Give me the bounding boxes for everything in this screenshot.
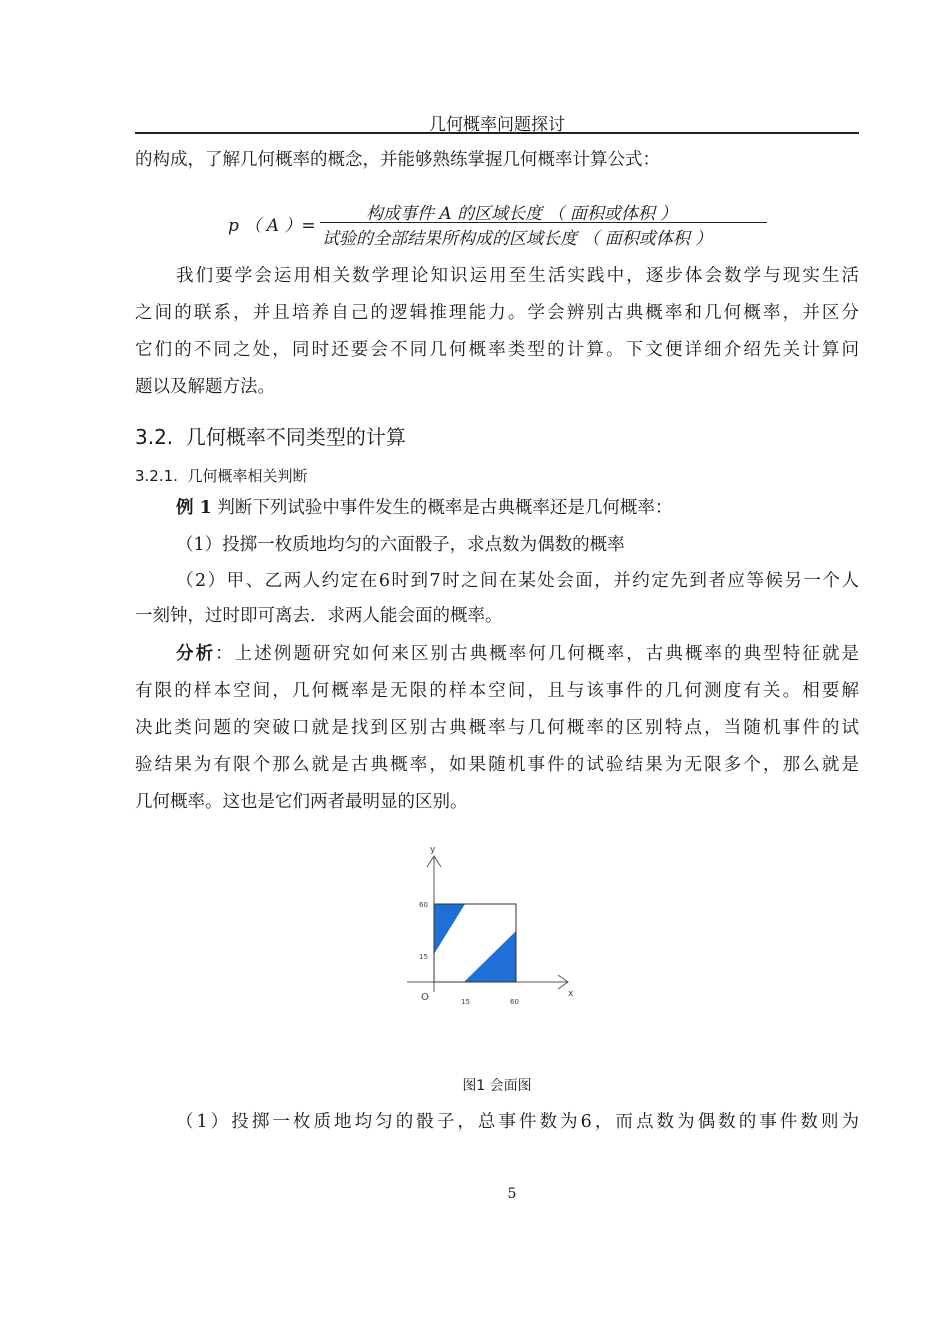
formula-denominator: 试验的全部结果所构成的区域长度 （ 面积或体积 ）	[322, 229, 713, 249]
analysis-line: 决此类问题的突破口就是找到区别古典概率与几何概率的区别特点，当随机事件的试	[135, 718, 859, 738]
running-header: 几何概率问题探讨	[429, 115, 565, 135]
y-tick-label: 60	[419, 901, 428, 909]
fraction-bar	[320, 222, 767, 223]
y-axis-label: y	[430, 845, 436, 855]
x-tick-label: 15	[461, 998, 470, 1006]
page-number: 5	[507, 1186, 517, 1202]
analysis-line: 验结果为有限个那么就是古典概率，如果随机事件的试验结果为无限多个，那么就是	[135, 755, 859, 775]
subsection-title: 几何概率相关判断	[187, 467, 308, 485]
shaded-region-lower	[464, 931, 516, 982]
example-text: 判断下列试验中事件发生的概率是古典概率还是几何概率：	[217, 498, 673, 518]
example-line	[176, 494, 859, 519]
example-label: 例 1	[176, 498, 212, 518]
analysis-label: 分析	[176, 644, 216, 664]
example-item-2: （2）甲、乙两人约定在6时到7时之间在某处会面，并约定先到者应等候另一个人	[176, 571, 859, 591]
paragraph-line: 我们要学会运用相关数学理论知识运用至生活实践中，逐步体会数学与现实生活	[176, 266, 859, 286]
intro-line: 的构成，了解几何概率的概念，并能够熟练掌握几何概率计算公式：	[135, 150, 660, 170]
y-tick-label: 15	[419, 953, 428, 961]
header-rule	[135, 132, 859, 134]
origin-label: O	[421, 992, 429, 1003]
analysis-line	[176, 640, 859, 665]
example-item-2-cont: 一刻钟，过时即可离去．求两人能会面的概率。	[135, 606, 503, 626]
paragraph-line: 之间的联系，并且培养自己的逻辑推理能力。学会辨别古典概率和几何概率，并区分	[135, 303, 859, 323]
body-line: （1）投掷一枚质地均匀的骰子，总事件数为6，而点数为偶数的事件数则为	[176, 1112, 859, 1132]
subsection-number: 3.2.1.	[135, 467, 178, 485]
example-item-1: （1）投掷一枚质地均匀的六面骰子，求点数为偶数的概率	[176, 535, 625, 555]
figure-caption: 图1 会面图	[462, 1078, 532, 1094]
analysis-line: 几何概率。这也是它们两者最明显的区别。	[135, 792, 468, 812]
x-tick-label: 60	[510, 998, 519, 1006]
section-heading	[135, 421, 859, 450]
section-number: 3.2.	[135, 425, 174, 449]
paragraph-line: 它们的不同之处，同时还要会不同几何概率类型的计算。下文便详细介绍先关计算问	[135, 340, 859, 360]
analysis-colon: ：	[215, 644, 235, 664]
analysis-text: 上述例题研究如何来区别古典概率何几何概率，古典概率的典型特征就是	[234, 644, 860, 664]
analysis-line: 有限的样本空间，几何概率是无限的样本空间，且与该事件的几何测度有关。相要解	[135, 681, 859, 701]
formula-numerator: 构成事件 A 的区域长度 （ 面积或体积 ）	[366, 204, 678, 224]
paragraph-line: 题以及解题方法。	[135, 377, 275, 397]
meeting-figure	[400, 842, 590, 1012]
shaded-region-upper	[434, 904, 465, 954]
formula-lhs: p （ A ）=	[228, 216, 316, 236]
section-title: 几何概率不同类型的计算	[185, 425, 406, 449]
x-axis-label: x	[568, 989, 574, 999]
subsection-heading	[135, 465, 859, 486]
